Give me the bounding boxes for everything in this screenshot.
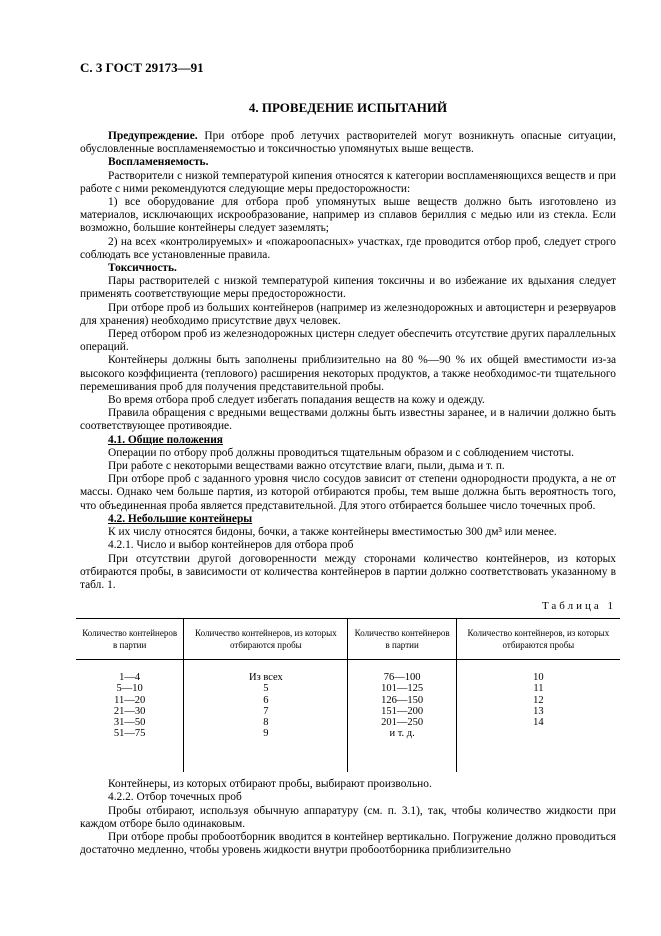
table-column-2 xyxy=(184,660,348,773)
table-cell: 1—4 xyxy=(119,672,141,684)
table-cell: 7 xyxy=(263,705,269,717)
paragraph: Пары растворителей с низкой температурой кипения токсичны и во избежание их вдыхания следует применять соответствующие меры предосторожности. xyxy=(80,275,616,301)
subsection-heading: 4.2.2. Отбор точечных проб xyxy=(108,791,242,804)
post-table-text xyxy=(80,778,616,857)
small-containers-heading: 4.2. Небольшие контейнеры xyxy=(108,512,253,525)
table-cell: 101—125 xyxy=(381,683,424,695)
paragraph: При отсутствии другой договоренности между сторонами количество контейнеров, из которых отбираются пробы, в зависимости от количества контейнеров в партии должно соответствовать указанному в табл. 1. xyxy=(80,552,616,591)
table-cell: 10 xyxy=(533,672,544,684)
section-title: 4. ПРОВЕДЕНИЕ ИСПЫТАНИЙ xyxy=(248,100,448,115)
document-page xyxy=(80,60,616,857)
paragraph: Во время отбора проб следует избегать попадания веществ на кожу и одежду. xyxy=(108,394,485,407)
flammability-heading: Воспламеняемость. xyxy=(108,156,209,169)
table-cell: 11 xyxy=(533,683,544,695)
sampling-table xyxy=(76,618,620,772)
table-header-cell: Количество контейнеров, из которых отбираются пробы xyxy=(456,619,620,660)
paragraph: При работе с некоторыми веществами важно отсутствие влаги, пыли, дыма и т. п. xyxy=(108,460,505,473)
table-header-cell: Количество контейнеров в партии xyxy=(76,619,184,660)
paragraph: Операции по отбору проб должны проводиться тщательным образом и с соблюдением чистоты. xyxy=(108,446,575,459)
table-column-3 xyxy=(348,660,456,773)
table-column-1 xyxy=(76,660,184,773)
table-header-cell: Количество контейнеров в партии xyxy=(348,619,456,660)
table-caption: Таблица 1 xyxy=(541,600,616,613)
table-cell: 9 xyxy=(263,728,269,740)
warning-label: Предупреждение. xyxy=(108,130,198,142)
table-cell: 5—10 xyxy=(116,683,143,695)
table-cell: 201—250 xyxy=(381,716,424,728)
table-row xyxy=(76,660,620,773)
general-heading: 4.1. Общие положения xyxy=(108,433,223,446)
table-header-row xyxy=(76,619,620,660)
page-header: С. 3 ГОСТ 29173—91 xyxy=(80,60,204,75)
paragraph: 2) на всех «контролируемых» и «пожароопасных» участках, где проводится отбор проб, следует строго соблюдать все установленные правила. xyxy=(80,235,616,261)
paragraph: При отборе проб с заданного уровня число сосудов зависит от степени однородности продукта, а не от массы. Однако чем больше партия, из которой отбираются пробы, тем выше должна быть вероятность того, что объединенная проба является представительной. Для этого отбирается большее число точечных проб. xyxy=(80,473,616,512)
table-cell: 12 xyxy=(533,694,544,706)
table-cell: 6 xyxy=(263,694,269,706)
paragraph: Контейнеры, из которых отбирают пробы, выбирают произвольно. xyxy=(108,778,432,791)
subsection-heading: 4.2.1. Число и выбор контейнеров для отбора проб xyxy=(108,539,354,552)
paragraph: К их числу относятся бидоны, бочки, а также контейнеры вместимостью 300 дм³ или менее. xyxy=(108,526,557,539)
paragraph: Контейнеры должны быть заполнены приблизительно на 80 %—90 % их общей вместимости из-за высокого коэффициента (теплового) расширения некоторых продуктов, а также необходимос-ти тщательного перемешивания проб для получения представительной пробы. xyxy=(80,354,616,393)
warning-paragraph xyxy=(80,130,616,156)
table-cell: 151—200 xyxy=(381,705,424,717)
paragraph: Перед отбором проб из железнодорожных цистерн следует обеспечить отсутствие других параллельных операций. xyxy=(80,328,616,354)
paragraph: Пробы отбирают, используя обычную аппаратуру (см. п. 3.1), так, чтобы количество жидкости при каждом отборе было одинаковым. xyxy=(80,804,616,830)
table-cell: Из всех xyxy=(248,672,283,684)
table-cell: 13 xyxy=(533,705,544,717)
table-cell: 31—50 xyxy=(113,716,146,728)
paragraph: Правила обращения с вредными веществами должны быть известны заранее, и в наличии должно быть соответствующее противоядие. xyxy=(80,407,616,433)
warning-text: При отборе проб летучих растворителей могут возникнуть опасные ситуации, обусловленные воспламеняемостью и токсичностью упомянутых выше веществ. xyxy=(80,130,616,156)
paragraph: Растворители с низкой температурой кипения относятся к категории воспламеняющихся веществ и при работе с ними рекомендуются следующие меры предосторожности: xyxy=(80,169,616,195)
paragraph: При отборе проб из больших контейнеров (например из железнодорожных и автоцистерн и резервуаров для хранения) необходимо присутствие двух человек. xyxy=(80,301,616,327)
table-cell: 51—75 xyxy=(113,728,146,740)
table-cell: 5 xyxy=(263,683,269,695)
table-cell: 76—100 xyxy=(383,672,421,684)
table-cell: 126—150 xyxy=(381,694,424,706)
table-cell: 11—20 xyxy=(114,694,146,706)
table-cell: 14 xyxy=(533,716,544,728)
paragraph: 1) все оборудование для отбора проб упомянутых выше веществ должно быть изготовлено из материалов, исключающих искрообразование, например из сплавов бериллия с медью или из стекла. Если возможно, большие контейнеры следует заземлять; xyxy=(80,196,616,235)
table-cell: 21—30 xyxy=(113,705,146,717)
table-header-cell: Количество контейнеров, из которых отбираются пробы xyxy=(184,619,348,660)
toxicity-heading: Токсичность. xyxy=(108,262,177,275)
paragraph: При отборе пробы пробоотборник вводится в контейнер вертикально. Погружение должно проводиться достаточно медленно, чтобы уровень жидкости внутри пробоотборника приблизительно xyxy=(80,830,616,857)
table-cell: и т. д. xyxy=(389,728,415,740)
table-cell: 8 xyxy=(263,716,269,728)
table-column-4 xyxy=(456,660,620,773)
